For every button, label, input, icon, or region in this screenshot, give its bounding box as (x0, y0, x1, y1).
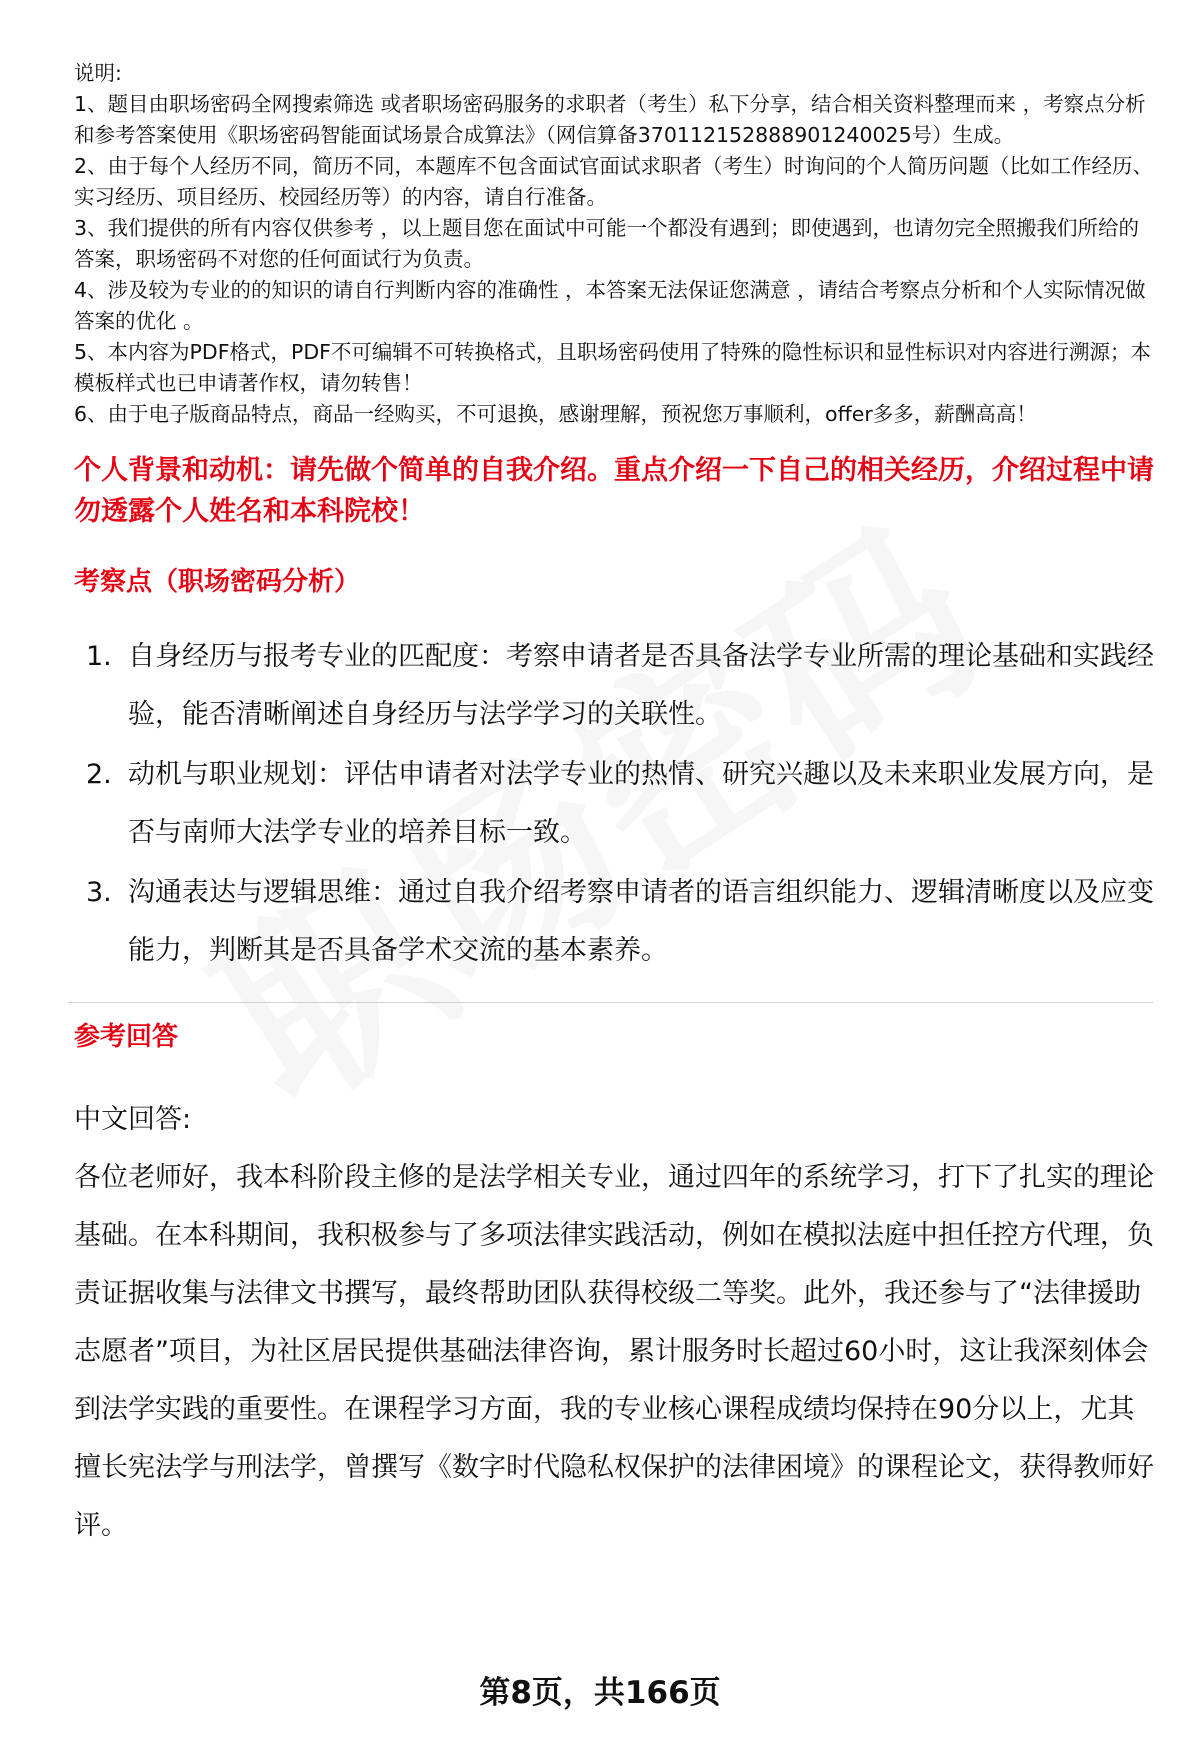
section-divider (68, 1002, 1153, 1003)
note-item: 3、我们提供的所有内容仅供参考 ，以上题目您在面试中可能一个都没有遇到；即使遇到，也请勿完全照搬我们所给的答案，职场密码不对您的任何面试行为负责。 (74, 216, 1140, 271)
list-text: 沟通表达与逻辑思维：通过自我介绍考察申请者的语言组织能力、逻辑清晰度以及应变能力，判断其是否具备学术交流的基本素养。 (128, 877, 1154, 966)
page-content (74, 58, 1159, 1555)
notes-section (74, 58, 1159, 430)
page-number: 第8页，共166页 (479, 1675, 721, 1711)
list-number: 2. (86, 759, 112, 790)
list-text: 动机与职业规划：评估申请者对法学专业的热情、研究兴趣以及未来职业发展方向，是否与南师大法学专业的培养目标一致。 (128, 759, 1154, 848)
list-number: 1. (86, 641, 112, 672)
analysis-title: 考察点（职场密码分析） (74, 567, 361, 597)
notes-label: 说明: (74, 61, 122, 85)
answer-label: 中文回答: (74, 1104, 192, 1135)
note-item: 2、由于每个人经历不同，简历不同，本题库不包含面试官面试求职者（考生）时询问的个人简历问题（比如工作经历、实习经历、项目经历、校园经历等）的内容，请自行准备。 (74, 154, 1154, 209)
reference-answer (74, 1091, 1159, 1555)
reference-title: 参考回答 (74, 1022, 179, 1052)
note-item: 1、题目由职场密码全网搜索筛选 或者职场密码服务的求职者（考生）私下分享，结合相关资料整理而来 ，考察点分析和参考答案使用《职场密码智能面试场景合成算法》（网信算备370112152888901240025号）生成。 (74, 92, 1146, 147)
analysis-points (74, 628, 1159, 980)
note-item: 5、本内容为PDF格式，PDF不可编辑不可转换格式，且职场密码使用了特殊的隐性标识和显性标识对内容进行溯源；本模板样式也已申请著作权，请勿转售！ (74, 340, 1151, 395)
answer-body: 各位老师好，我本科阶段主修的是法学相关专业，通过四年的系统学习，打下了扎实的理论基础。在本科期间，我积极参与了多项法律实践活动，例如在模拟法庭中担任控方代理，负责证据收集与法律文书撰写，最终帮助团队获得校级二等奖。此外，我还参与了“法律援助志愿者”项目，为社区居民提供基础法律咨询，累计服务时长超过60小时，这让我深刻体会到法学实践的重要性。在课程学习方面，我的专业核心课程成绩均保持在90分以上，尤其擅长宪法学与刑法学，曾撰写《数字时代隐私权保护的法律困境》的课程论文，获得教师好评。 (74, 1162, 1154, 1541)
note-item: 4、涉及较为专业的的知识的请自行判断内容的准确性 ，本答案无法保证您满意 ，请结合考察点分析和个人实际情况做答案的优化 。 (74, 278, 1146, 333)
list-item (74, 628, 1159, 744)
question-heading: 个人背景和动机：请先做个简单的自我介绍。重点介绍一下自己的相关经历，介绍过程中请勿透露个人姓名和本科院校！ (74, 455, 1154, 527)
note-item: 6、由于电子版商品特点，商品一经购买，不可退换，感谢理解，预祝您万事顺利，offer多多，薪酬高高！ (74, 402, 1037, 426)
list-item (74, 864, 1159, 980)
list-text: 自身经历与报考专业的匹配度：考察申请者是否具备法学专业所需的理论基础和实践经验，能否清晰阐述自身经历与法学学习的关联性。 (128, 641, 1154, 730)
list-number: 3. (86, 877, 112, 908)
list-item (74, 746, 1159, 862)
